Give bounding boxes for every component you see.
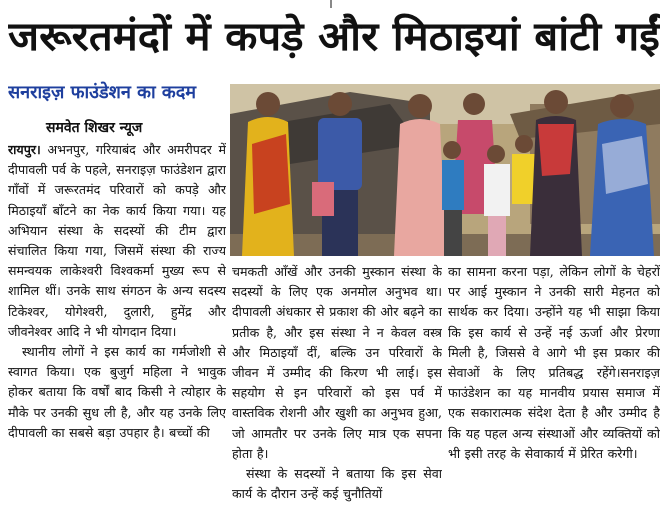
subheadline: सनराइज़ फाउंडेशन का कदम xyxy=(8,82,197,103)
article-column-1 xyxy=(8,140,226,520)
paragraph-1-text: अभनपुर, गरियाबंद और अमरीपदर में दीपावली पर्व के पहले, सनराइज़ फाउंडेशन द्वारा गाँवों में जरूरतमंद परिवारों को कपड़े और मिठाइयाँ बाँटने का नेक कार्य किया गया। यह अभियान संस्था के सदस्यों की टीम द्वारा संचालित किया गया, जिसमें संस्था की राज्य समन्वयक लाकेश्वरी विश्वकर्मा मुख्य रूप से शामिल थीं। उनके साथ संगठन के अन्य सदस्य टिकेश्वर, योगेश्वरी, दुलारी, हुमेंद्र और जीवनेश्वर आदि ने भी योगदान दिया। xyxy=(8,142,226,339)
byline: समवेत शिखर न्यूज xyxy=(46,120,143,136)
paragraph-3: चमकती आँखें और उनकी मुस्कान संस्था के सदस्यों के लिए एक अनमोल अनुभव था।दीपावली अंधकार से प्रकाश की ओर बढ़ने का प्रतीक है, और इस संस्था ने न केवल वस्त्र और मिठाइयाँ दीं, बल्कि उन परिवारों के जीवन में उम्मीद की किरण भी लाई। इस सहयोग से इन परिवारों को इस पर्व में वास्तविक रोशनी और खुशी का अनुभव हुआ, जो आमतौर पर उनके लिए मात्र एक सपना होता है। xyxy=(232,264,442,461)
paragraph-2: स्थानीय लोगों ने इस कार्य का गर्मजोशी से स्वागत किया। एक बुजुर्ग महिला ने भावुक होकर बताया कि वर्षों बाद किसी ने त्योहार के मौके पर उनकी सुध ली है, और यह उनके लिए दीपावली का सबसे बड़ा उपहार है। बच्चों की xyxy=(8,344,226,440)
paragraph-4: संस्था के सदस्यों ने बताया कि इस सेवा कार्य के दौरान उन्हें कई चुनौतियों xyxy=(232,466,442,502)
paragraph-5: का सामना करना पड़ा, लेकिन लोगों के चेहरों पर आई मुस्कान ने उनकी सारी मेहनत को सार्थक कर दिया। उन्होंने यह भी साझा किया कि इस कार्य से उन्हें नई ऊर्जा और प्रेरणा मिली है, जिससे वे आगे भी इस प्रकार की सेवाओं के लिए प्रतिबद्ध रहेंगे।सनराइज़ फाउंडेशन का यह मानवीय प्रयास समाज में एक सकारात्मक संदेश देता है और उम्मीद है कि यह पहल अन्य संस्थाओं और व्यक्तियों को भी इसी तरह के सेवाकार्य में प्रेरित करेगी। xyxy=(448,264,660,461)
dateline: रायपुर। xyxy=(8,142,41,157)
headline: जरूरतमंदों में कपड़े और मिठाइयां बांटी गईं xyxy=(8,14,660,60)
article-column-2 xyxy=(232,262,442,524)
article-column-3 xyxy=(448,262,660,524)
group-photo-illustration xyxy=(230,84,660,256)
news-photo xyxy=(230,84,660,256)
paragraph-1 xyxy=(8,140,226,342)
